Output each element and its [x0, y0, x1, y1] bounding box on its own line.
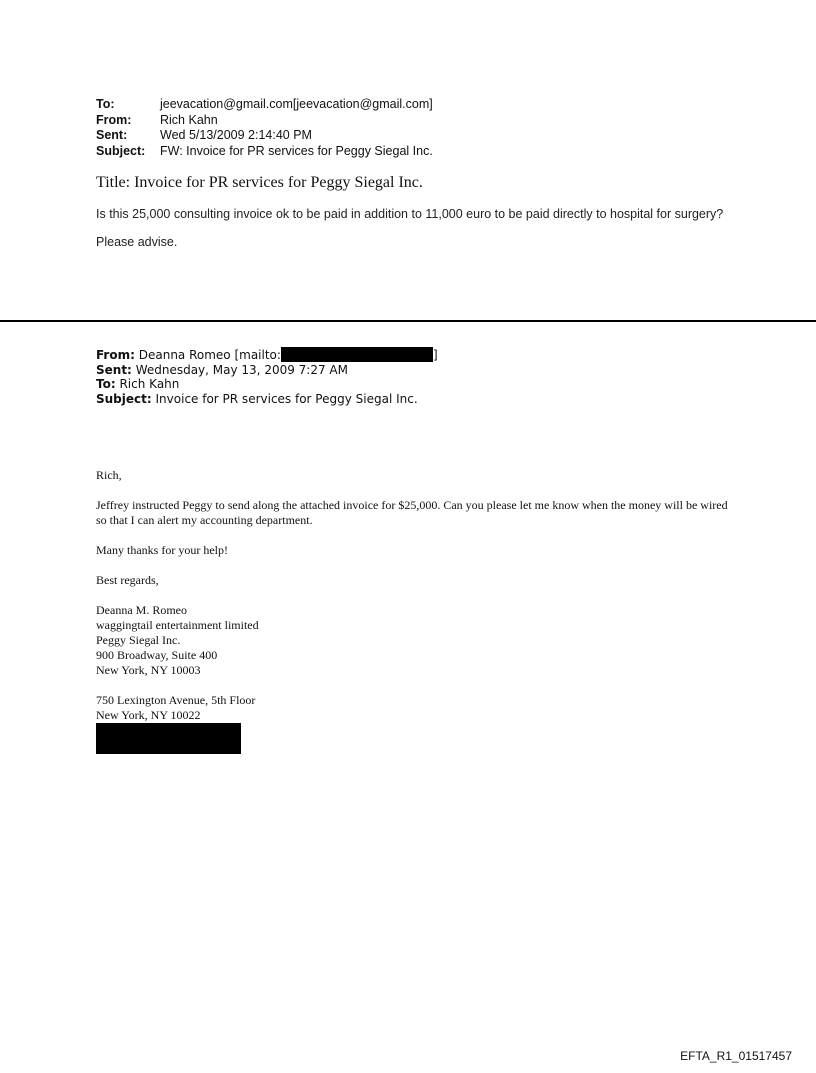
closing-line: Best regards,: [96, 573, 159, 587]
from-label: From:: [96, 112, 132, 127]
to-label: To:: [96, 97, 115, 111]
fwd-subject-value: Invoice for PR services for Peggy Siegal Inc.: [155, 391, 418, 406]
signature: [96, 603, 736, 723]
to-value: jeevacation@gmail.com[jeevacation@gmail.com]: [160, 97, 433, 111]
sent-value: Wed 5/13/2009 2:14:40 PM: [160, 128, 312, 142]
header-from-row: [96, 113, 433, 129]
email-content: [96, 468, 736, 738]
fwd-sent-label: Sent:: [96, 362, 132, 377]
fwd-to-label: To:: [96, 377, 116, 391]
document-id: EFTA_R1_01517457: [680, 1049, 792, 1063]
forwarded-to-row: [96, 377, 438, 392]
signature-line: New York, NY 10003: [96, 663, 201, 677]
divider: [0, 320, 816, 322]
email-header: [96, 97, 433, 159]
fwd-from-label: From:: [96, 348, 135, 362]
redaction-block: [96, 723, 241, 754]
signature-line: waggingtail entertainment limited: [96, 618, 259, 632]
from-value: Rich Kahn: [160, 112, 218, 127]
fwd-from-suffix: ]: [432, 348, 438, 362]
address-line: 750 Lexington Avenue, 5th Floor: [96, 693, 256, 707]
message-body: [96, 207, 736, 262]
subject-label: Subject:: [96, 143, 146, 158]
signature-line: 900 Broadway, Suite 400: [96, 648, 218, 662]
signature-line: Peggy Siegal Inc.: [96, 633, 181, 647]
fwd-to-value: Rich Kahn: [119, 377, 180, 391]
email-body: Jeffrey instructed Peggy to send along the attached invoice for $25,000. Can you please let me know when the money will be wired so that I can alert my accounting department.: [96, 498, 728, 527]
fwd-from-value: Deanna Romeo [mailto:: [138, 348, 281, 362]
greeting: Rich,: [96, 468, 122, 482]
sent-label: Sent:: [96, 128, 128, 142]
fwd-subject-label: Subject:: [96, 391, 152, 406]
header-sent-row: [96, 128, 433, 144]
signature-block: [96, 603, 736, 678]
header-subject-row: [96, 144, 433, 160]
redaction-bar: [281, 347, 433, 362]
signature-line: Deanna M. Romeo: [96, 603, 187, 617]
document-title: Title: Invoice for PR services for Peggy Siegal Inc.: [96, 174, 423, 191]
fwd-sent-value: Wednesday, May 13, 2009 7:27 AM: [135, 362, 348, 377]
forwarded-sent-row: [96, 363, 438, 378]
forwarded-header: [96, 347, 438, 406]
forwarded-subject-row: [96, 392, 438, 407]
header-to-row: [96, 97, 433, 113]
forwarded-from-row: [96, 347, 438, 363]
message-paragraph: Please advise.: [96, 234, 178, 249]
subject-value: FW: Invoice for PR services for Peggy Siegal Inc.: [160, 143, 433, 158]
message-paragraph: Is this 25,000 consulting invoice ok to be paid in addition to 11,000 euro to be paid directly to hospital for surgery?: [96, 207, 724, 221]
address-line: New York, NY 10022: [96, 708, 201, 722]
address-block: [96, 693, 736, 723]
thanks-line: Many thanks for your help!: [96, 543, 228, 557]
